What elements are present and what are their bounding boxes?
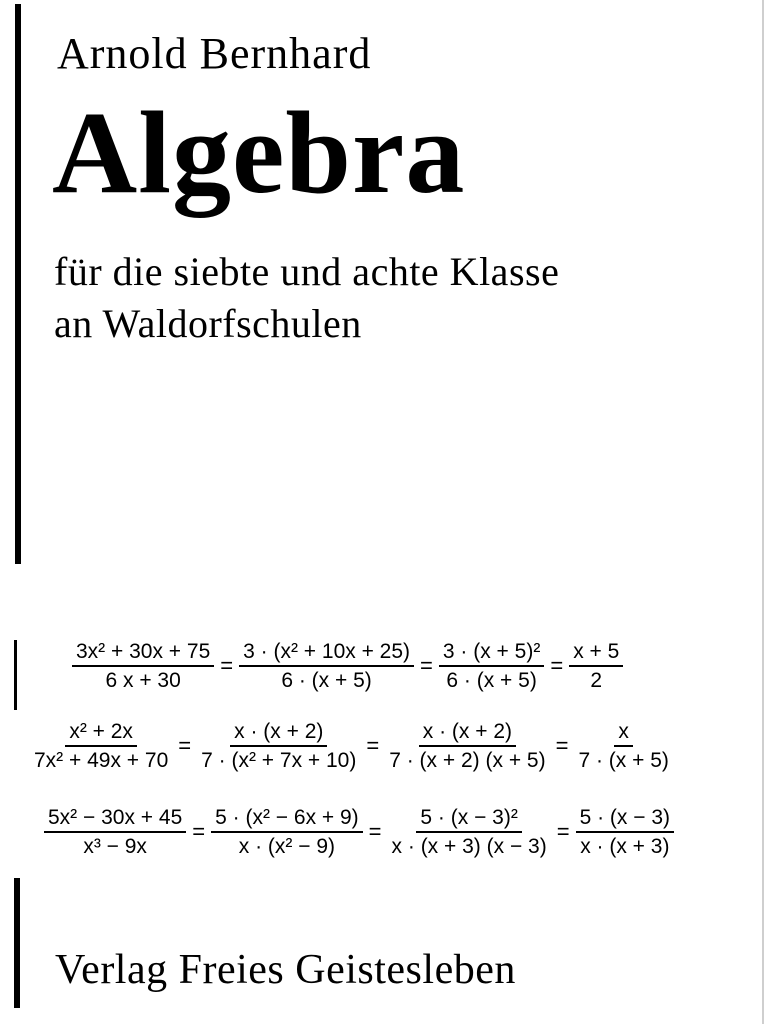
spine-edge-top bbox=[15, 4, 21, 564]
fraction-denominator: x · (x + 3) bbox=[580, 835, 670, 858]
fraction-numerator: 5x² − 30x + 45 bbox=[44, 804, 186, 833]
equation-row-3 bbox=[44, 804, 674, 860]
fraction-denominator: 7 · (x² + 7x + 10) bbox=[201, 749, 357, 772]
fraction-denominator: 2 bbox=[590, 669, 603, 692]
fraction-denominator: x · (x² − 9) bbox=[238, 835, 336, 858]
fraction-numerator: x · (x + 2) bbox=[419, 718, 516, 747]
equals-sign: = bbox=[556, 819, 570, 844]
fraction bbox=[385, 718, 549, 774]
publisher-name: Verlag Freies Geistesleben bbox=[55, 947, 516, 993]
fraction bbox=[72, 638, 214, 694]
fraction-numerator: 5 · (x − 3)² bbox=[416, 804, 521, 833]
equals-sign: = bbox=[550, 653, 564, 678]
fraction-denominator: 6 · (x + 5) bbox=[281, 669, 372, 692]
fraction-numerator: 3 · (x² + 10x + 25) bbox=[239, 638, 414, 667]
spine-edge-bottom bbox=[14, 878, 20, 1008]
fraction-denominator: x³ − 9x bbox=[83, 835, 147, 858]
equation-row-1 bbox=[72, 638, 623, 694]
fraction-denominator: x · (x + 3) (x − 3) bbox=[391, 835, 547, 858]
fraction bbox=[44, 804, 186, 860]
fraction bbox=[239, 638, 414, 694]
fraction bbox=[574, 718, 672, 774]
fraction-numerator: 3 · (x + 5)² bbox=[439, 638, 544, 667]
fraction-numerator: 5 · (x² − 6x + 9) bbox=[211, 804, 363, 833]
equation-row-2 bbox=[30, 718, 673, 774]
fraction-denominator: 7 · (x + 5) bbox=[578, 749, 669, 772]
fraction-denominator: 6 · (x + 5) bbox=[446, 669, 537, 692]
subtitle-line-2: an Waldorfschulen bbox=[54, 301, 362, 346]
fraction-numerator: 3x² + 30x + 75 bbox=[72, 638, 214, 667]
fraction bbox=[388, 804, 551, 860]
fraction bbox=[197, 718, 360, 774]
fraction-numerator: 5 · (x − 3) bbox=[576, 804, 674, 833]
fraction-numerator: x + 5 bbox=[569, 638, 623, 667]
equals-sign: = bbox=[220, 653, 234, 678]
fraction bbox=[569, 638, 623, 694]
book-title: Algebra bbox=[52, 87, 466, 218]
fraction bbox=[439, 638, 544, 694]
fraction-numerator: x² + 2x bbox=[65, 718, 137, 747]
fraction-denominator: 6 x + 30 bbox=[105, 669, 181, 692]
equals-sign: = bbox=[555, 733, 569, 758]
page-right-edge bbox=[762, 0, 764, 1024]
fraction-numerator: x bbox=[614, 718, 633, 747]
equals-sign: = bbox=[420, 653, 433, 678]
subtitle-line-1: für die siebte und achte Klasse bbox=[54, 249, 560, 294]
equals-sign: = bbox=[368, 819, 382, 844]
book-subtitle bbox=[54, 246, 559, 350]
fraction-numerator: x · (x + 2) bbox=[230, 718, 327, 747]
fraction-denominator: 7x² + 49x + 70 bbox=[34, 749, 169, 772]
equals-sign: = bbox=[366, 733, 380, 758]
spine-edge-middle bbox=[14, 640, 17, 710]
fraction bbox=[211, 804, 363, 860]
fraction bbox=[30, 718, 172, 774]
equals-sign: = bbox=[192, 819, 206, 844]
fraction-denominator: 7 · (x + 2) (x + 5) bbox=[389, 749, 546, 772]
equals-sign: = bbox=[178, 733, 192, 758]
author-name: Arnold Bernhard bbox=[57, 29, 372, 78]
fraction bbox=[576, 804, 674, 860]
